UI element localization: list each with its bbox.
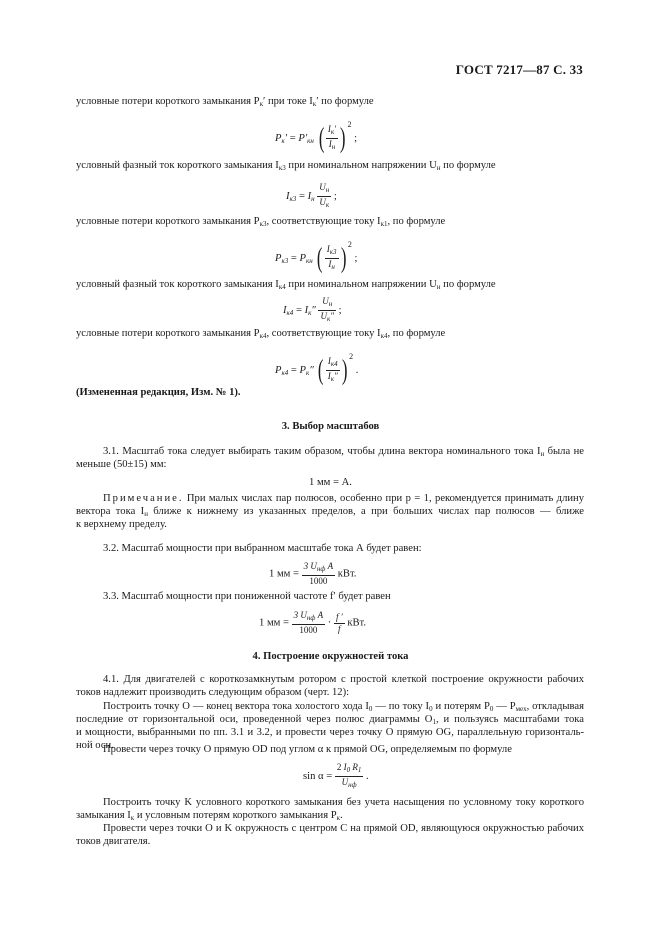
p48-line-1: Провести через точки O и K окружность с центром C на прямой OD, являющуюся окружностью рабочих <box>103 823 584 834</box>
text-line-2: условный фазный ток короткого замыкания $I_{к3}$ при номинальном напряжении $U_н$ по формуле <box>76 160 496 172</box>
formula-pk4: $P_{к4} = P_к''$ ( $\frac{I_{к4}}{I_к''}$ ) $^2$ . <box>275 352 359 386</box>
p41-line-1: 4.1. Для двигателей с короткозамкнутым ротором с простой клеткой построение окружности рабочих <box>103 674 584 685</box>
section-3-title: 3. Выбор масштабов <box>281 421 380 432</box>
formula-pk3: $P_{к3} = P_{кн}$ ( $\frac{I_{к3}}{I_н}$ ) $^2$ ; <box>275 240 358 274</box>
text-line-4: условный фазный ток короткого замыкания $I_{к4}$ при номинальном напряжении $U_н$ по формуле <box>76 279 496 291</box>
amendment-note: (Измененная редакция, Изм. № 1). <box>76 387 241 398</box>
p48-line-2: токов двигателя. <box>76 836 151 847</box>
formula-pk-prime: $P_к' = P'_{кн}$ ( $\frac{I_к'}{I_н}$ ) $^2$ ; <box>275 120 358 154</box>
p47-line-1: Построить точку K условного короткого замыкания без учета насыщения по условному току короткого <box>103 797 584 808</box>
p32: 3.2. Масштаб мощности при выбранном масштабе тока А будет равен: <box>103 543 422 554</box>
p43-line: последние от горизонтальной оси, проведенной через полюс диаграммы $O_1$, и пользуясь масштабами тока <box>76 714 584 726</box>
text-line-1: условные потери короткого замыкания $P_к'$ при токе $I_к'$ по формуле <box>76 96 374 108</box>
section-4-title: 4. Построение окружностей тока <box>252 651 409 662</box>
note-line-1: Примечание. При малых числах пар полюсов, особенно при p = 1, рекомендуется принимать длину <box>103 493 584 504</box>
p31-line-1: 3.1. Масштаб тока следует выбирать таким образом, чтобы длина вектора номинального тока $I_н$ была не <box>103 446 584 458</box>
p44-line: и мощности, выбранными по пп. 3.1 и 3.2, и провести через точку O прямую OG, параллельную горизонталь- <box>76 727 584 738</box>
formula-33: 1 мм = $\frac{3 U_{нф} A}{1000}$ · $\frac{f '}{f}$ кВт. <box>259 610 367 635</box>
p47-line-2: замыкания $I_к$ и условным потерям короткого замыкания $P_к$. <box>76 810 343 822</box>
p46-line: Провести через точку O прямую OD под углом α к прямой OG, определяемым по формуле <box>103 744 512 755</box>
p41-line-2: токов надлежит производить следующим образом (черт. 12): <box>76 687 350 698</box>
p45-line: ной оси. <box>76 740 114 751</box>
text-line-5: условные потери короткого замыкания $P_{к4}$, соответствующие току $I_{к4}$, по формуле <box>76 328 446 340</box>
formula-sin-alpha: sin α = $\frac{2 I_0 R_1}{U_{нф}}$ . <box>303 762 369 789</box>
page-header: ГОСТ 7217—87 С. 33 <box>455 62 583 77</box>
formula-ik3: $I_{к3} = I_н$ $\frac{U_н}{U_к}$ ; <box>286 182 337 209</box>
eq-31: 1 мм = А. <box>309 477 352 488</box>
note-line-2: вектора тока $I_н$ ближе к нижнему из указанных пределов, а при больших числах пар полюсов — ближе <box>76 506 584 518</box>
formula-32: 1 мм = $\frac{3 U_{нф} A}{1000}$ кВт. <box>269 561 357 586</box>
p42-line: Построить точку O — конец вектора тока холостого хода $I_0$ — по току $I_0$ и потерям $P_0$ — $P_{мех}$, откладывая <box>103 701 584 713</box>
text-line-3: условные потери короткого замыкания $P_{к3}$, соответствующие току $I_{к1}$, по формуле <box>76 216 446 228</box>
formula-ik4: $I_{к4} = I_к''$ $\frac{U_н}{U_к''}$ ; <box>283 296 342 323</box>
p31-line-2: меньше (50±15) мм: <box>76 459 167 470</box>
p33: 3.3. Масштаб мощности при пониженной частоте f′ будет равен <box>103 591 391 602</box>
note-line-3: к верхнему пределу. <box>76 519 167 530</box>
